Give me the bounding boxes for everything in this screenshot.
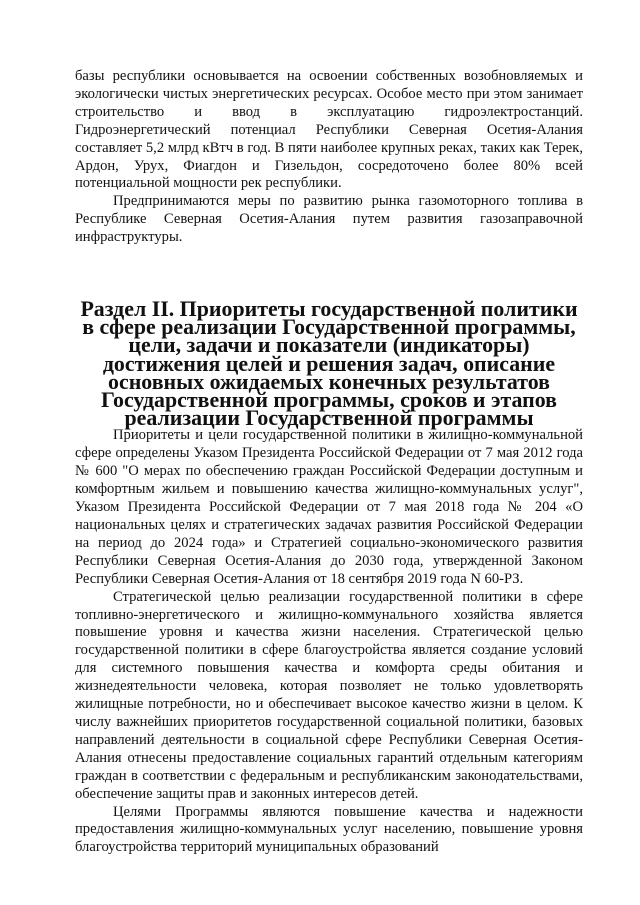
paragraph-program-goals: Целями Программы являются повышение качества и надежности предоставления жилищно-коммунальных услуг населению, повышение уровня благоустройства территорий муниципальных образований <box>75 803 583 856</box>
paragraph-gas-fuel: Предпринимаются меры по развитию рынка газомоторного топлива в Республике Северная Осетия-Алания путем развития газозаправочной инфраструктуры. <box>75 193 583 246</box>
paragraph-strategic-goal: Стратегической целью реализации государственной политики в сфере топливно-энергетического и жилищно-коммунального хозяйства является повышение уровня и качества жизни населения. Стратегической целью государственной политики в сфере благоустройства является создание условий для системного повышения качества и комфорта среды обитания и жизнедеятельности человека, которая позволяет не только удовлетворять жилищные потребности, но и обеспечивает высокое качество жизни в целом. К числу важнейших приоритетов государственной социальной политики, базовых направлений деятельности в социальной сфере Республики Северная Осетия-Алания отнесены предоставление социальных гарантий отдельным категориям граждан в соответствии с федеральным и республиканским законодательствами, обеспечение защиты прав и законных интересов детей. <box>75 588 583 802</box>
document-page <box>75 68 583 857</box>
section-heading: Раздел II. Приоритеты государственной политики в сфере реализации Государственной программы, цели, задачи и показатели (индикаторы) достижения целей и решения задач, описание основных ожидаемых конечных результатов Государственной программы, сроков и этапов реализации Государственной программы <box>80 296 578 431</box>
paragraph-priorities: Приоритеты и цели государственной политики в жилищно-коммунальной сфере определены Указом Президента Российской Федерации от 7 мая 2012 года № 600 "О мерах по обеспечению граждан Российской Федерации доступным и комфортным жильем и повышению качества жилищно-коммунальных услуг", Указом Президента Российской Федерации от 7 мая 2018 года № 204 «О национальных целях и стратегических задачах развития Российской Федерации на период до 2024 года» и Стратегией социально-экономического развития Республики Северная Осетия-Алания до 2030 года, утвержденной Законом Республики Северная Осетия-Алания от 18 сентября 2019 года N 60-РЗ. <box>75 427 583 587</box>
paragraph-hydro-resources: базы республики основывается на освоении собственных возобновляемых и экологически чистых энергетических ресурсах. Особое место при этом занимает строительство и ввод в эксплуатацию гидроэлектростанций. Гидроэнергетический потенциал Республики Северная Осетия-Алания составляет 5,2 млрд кВтч в год. В пяти наиболее крупных реках, таких как Терек, Ардон, Урух, Фиагдон и Гизельдон, сосредоточено более 80% всей потенциальной мощности рек республики. <box>75 68 583 192</box>
